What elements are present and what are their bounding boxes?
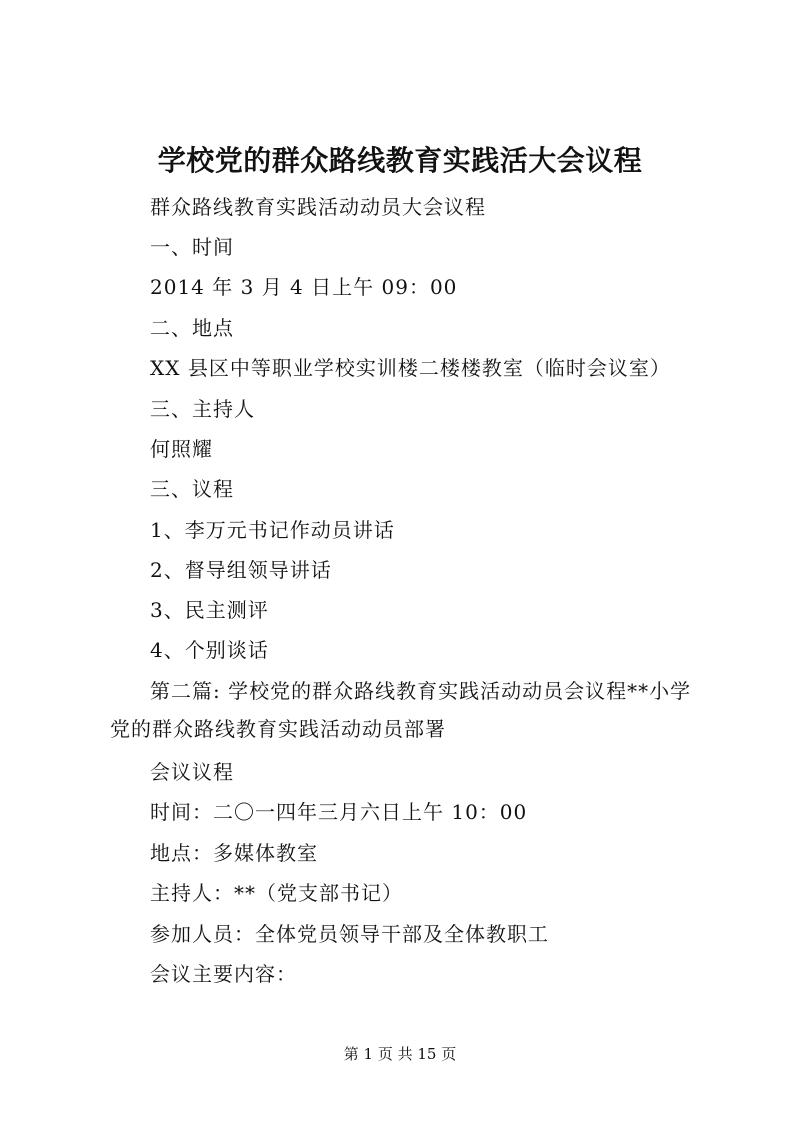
document-line: 主持人：**（党支部书记）: [150, 881, 403, 905]
document-line: 会议主要内容：: [150, 962, 297, 986]
document-line: 2、督导组领导讲话: [150, 558, 332, 582]
document-line: 会议议程: [150, 760, 234, 784]
document-line: 三、议程: [150, 477, 234, 501]
document-line: 4、个别谈话: [150, 638, 269, 662]
document-line: 地点：多媒体教室: [150, 841, 318, 865]
document-title: 学校党的群众路线教育实践活大会议程: [157, 144, 643, 177]
document-line: 3、民主测评: [150, 598, 269, 622]
document-line: 何照耀: [150, 437, 213, 461]
document-paragraph: 第二篇: 学校党的群众路线教育实践活动动员会议程**小学党的群众路线教育实践活动动员部署: [110, 679, 692, 741]
document-line: 2014 年 3 月 4 日上午 09：00: [150, 275, 458, 299]
document-line: 群众路线教育实践活动动员大会议程: [150, 195, 486, 219]
document-line: 一、时间: [150, 235, 234, 259]
document-line: 二、地点: [150, 316, 234, 340]
document-line: 1、李万元书记作动员讲话: [150, 518, 395, 542]
document-line: 时间：二〇一四年三月六日上午 10：00: [150, 800, 528, 824]
document-line: XX 县区中等职业学校实训楼二楼楼教室（临时会议室）: [150, 356, 671, 380]
document-line: 参加人员：全体党员领导干部及全体教职工: [150, 922, 549, 946]
document-line: 三、主持人: [150, 397, 255, 421]
page-number-footer: 第 1 页 共 15 页: [343, 1045, 457, 1063]
